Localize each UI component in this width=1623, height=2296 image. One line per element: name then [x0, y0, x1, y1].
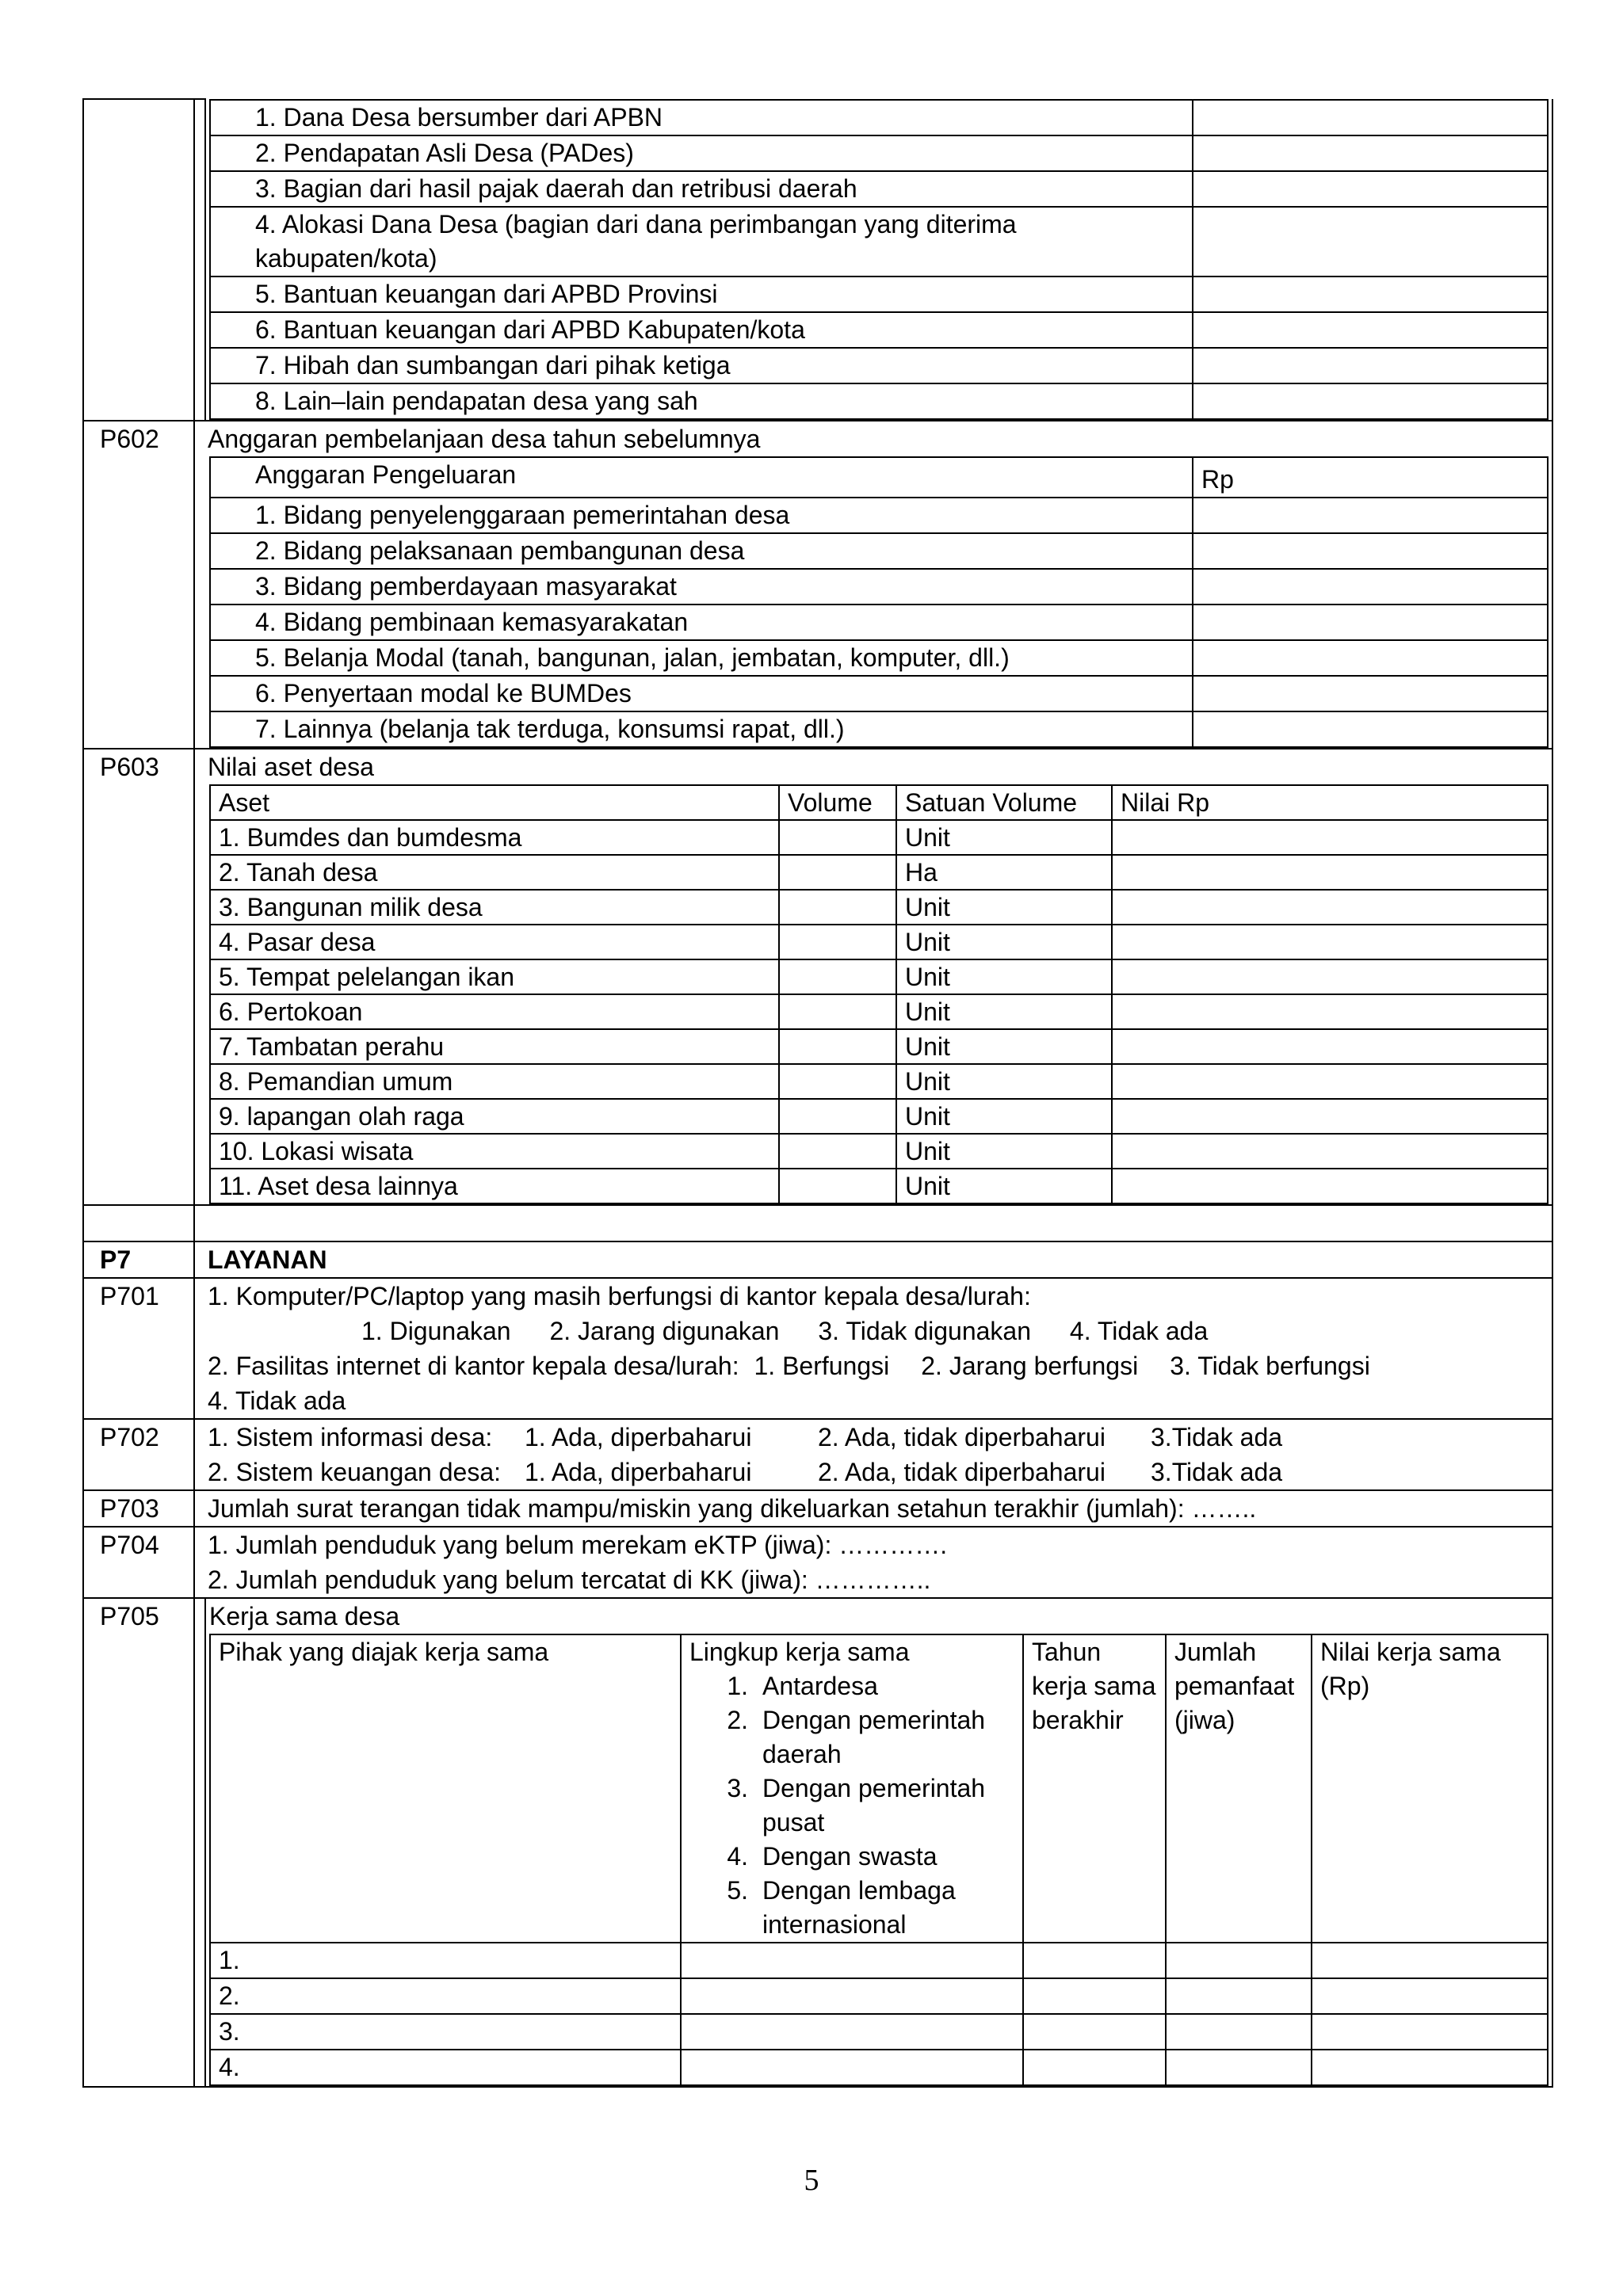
- table-row: 2.: [210, 1978, 1548, 2014]
- option-item[interactable]: 2. Jarang digunakan: [549, 1317, 780, 1345]
- option-item[interactable]: 3. Tidak berfungsi: [1170, 1352, 1370, 1380]
- question-code: P704: [83, 1527, 194, 1598]
- option-item[interactable]: 4. Tidak ada: [208, 1386, 346, 1415]
- value-cell[interactable]: [1112, 820, 1548, 855]
- p601-income-table: [209, 99, 1549, 420]
- value-cell[interactable]: [1193, 676, 1548, 711]
- volume-cell[interactable]: [779, 1134, 896, 1169]
- value-cell[interactable]: [1112, 890, 1548, 925]
- option-item[interactable]: 1. Digunakan: [361, 1317, 511, 1345]
- question-code: P703: [83, 1490, 194, 1527]
- p601-row: [83, 99, 1552, 421]
- volume-cell[interactable]: [779, 1099, 896, 1134]
- question-title: Kerja sama desa: [209, 1602, 400, 1630]
- value-cell[interactable]: [1193, 533, 1548, 569]
- section-header-row: [83, 1241, 1552, 1278]
- value-cell[interactable]: [1193, 135, 1548, 171]
- scope-list: [689, 1669, 1014, 1942]
- option-item[interactable]: 3.Tidak ada: [1151, 1458, 1283, 1486]
- option-item[interactable]: 3. Tidak digunakan: [818, 1317, 1031, 1345]
- table-row: 5. Bantuan keuangan dari APBD Provinsi: [210, 277, 1548, 312]
- table-row: 7. Hibah dan sumbangan dari pihak ketiga: [210, 348, 1548, 383]
- value-cell[interactable]: [1112, 994, 1548, 1029]
- table-row: 4.: [210, 2050, 1548, 2085]
- question-text[interactable]: Jumlah surat terangan tidak mampu/miskin yang dikeluarkan setahun terakhir (jumlah): ……..: [208, 1494, 1257, 1523]
- table-row: 9. lapangan olah raga Unit: [210, 1099, 1548, 1134]
- question-line: [195, 1420, 1552, 1455]
- table-row: 3. Bidang pemberdayaan masyarakat: [210, 569, 1548, 605]
- table-row: 2. Bidang pelaksanaan pembangunan desa: [210, 533, 1548, 569]
- value-cell[interactable]: [1193, 171, 1548, 207]
- page-number: 5: [804, 2164, 819, 2197]
- list-item: 3. Dengan pemerintah pusat: [727, 1774, 986, 1836]
- option-item[interactable]: 3.Tidak ada: [1151, 1423, 1283, 1451]
- value-cell[interactable]: [1112, 855, 1548, 890]
- table-row: 4. Pasar desa Unit: [210, 925, 1548, 959]
- p602-row: [83, 421, 1552, 749]
- section-code: P7: [83, 1241, 194, 1278]
- volume-cell[interactable]: [779, 1169, 896, 1203]
- table-row: 1. Bidang penyelenggaraan pemerintahan desa: [210, 498, 1548, 533]
- question-code: P701: [83, 1278, 194, 1419]
- table-row: 1. Bumdes dan bumdesma Unit: [210, 820, 1548, 855]
- table-row: 5. Tempat pelelangan ikan Unit: [210, 959, 1548, 994]
- table-row: 11. Aset desa lainnya Unit: [210, 1169, 1548, 1203]
- p602-expense-table: [209, 456, 1549, 748]
- table-row: 1. Dana Desa bersumber dari APBN: [210, 100, 1548, 135]
- value-cell[interactable]: [1112, 925, 1548, 959]
- option-item[interactable]: 1. Ada, diperbaharui: [525, 1458, 752, 1486]
- section-title: LAYANAN: [208, 1245, 327, 1274]
- p703-row: [83, 1490, 1552, 1527]
- table-row: 8. Pemandian umum Unit: [210, 1064, 1548, 1099]
- value-cell[interactable]: [1112, 1169, 1548, 1203]
- question-text: 1. Komputer/PC/laptop yang masih berfungsi di kantor kepala desa/lurah:: [208, 1282, 1031, 1310]
- list-item: 1. Antardesa: [727, 1672, 878, 1700]
- question-line: [195, 1348, 1552, 1418]
- value-cell[interactable]: [1193, 498, 1548, 533]
- value-cell[interactable]: [1112, 959, 1548, 994]
- volume-cell[interactable]: [779, 959, 896, 994]
- table-header-row: Anggaran Pengeluaran Rp: [210, 457, 1548, 498]
- value-cell[interactable]: [1193, 640, 1548, 676]
- p705-row: [83, 1598, 1552, 2087]
- value-cell[interactable]: [1112, 1099, 1548, 1134]
- question-text[interactable]: 2. Jumlah penduduk yang belum tercatat di KK (jiwa): …………..: [208, 1566, 931, 1594]
- spacer-row: [83, 1205, 1552, 1241]
- table-row: 6. Pertokoan Unit: [210, 994, 1548, 1029]
- p603-row: [83, 749, 1552, 1205]
- question-text[interactable]: 1. Jumlah penduduk yang belum merekam eKTP (jiwa): ………….: [208, 1531, 948, 1559]
- question-title: Anggaran pembelanjaan desa tahun sebelumnya: [208, 425, 761, 453]
- table-row: 2. Tanah desa Ha: [210, 855, 1548, 890]
- table-row: 8. Lain–lain pendapatan desa yang sah: [210, 383, 1548, 419]
- p701-row: [83, 1278, 1552, 1419]
- volume-cell[interactable]: [779, 855, 896, 890]
- option-item[interactable]: 1. Berfungsi: [754, 1352, 890, 1380]
- table-row: 3. Bagian dari hasil pajak daerah dan retribusi daerah: [210, 171, 1548, 207]
- option-item[interactable]: 2. Ada, tidak diperbaharui: [818, 1423, 1106, 1451]
- p704-row: [83, 1527, 1552, 1598]
- volume-cell[interactable]: [779, 890, 896, 925]
- questionnaire-table: [82, 98, 1553, 2088]
- table-row: 5. Belanja Modal (tanah, bangunan, jalan, jembatan, komputer, dll.): [210, 640, 1548, 676]
- question-text: 2. Fasilitas internet di kantor kepala desa/lurah:: [208, 1352, 739, 1380]
- questionnaire-page: [82, 98, 1553, 2088]
- table-row: 3.: [210, 2014, 1548, 2050]
- value-cell[interactable]: [1193, 100, 1548, 135]
- list-item: 5. Dengan lembaga internasional: [727, 1876, 956, 1939]
- question-code: P702: [83, 1419, 194, 1490]
- column-header: Lingkup kerja sama: [689, 1638, 910, 1666]
- question-line: [195, 1455, 1552, 1489]
- table-row: 7. Lainnya (belanja tak terduga, konsumsi rapat, dll.): [210, 711, 1548, 747]
- volume-cell[interactable]: [779, 1064, 896, 1099]
- question-code: P602: [83, 421, 194, 749]
- table-header-row: Pihak yang diajak kerja sama Lingkup kerja sama 1. Antardesa 2. Dengan pemerintah daerah 3. Dengan pemerintah pusat 4. Dengan swasta 5. Dengan lembaga internasional Tahun kerja sama berakhir Jumlah pemanfaat (jiwa) Nilai kerja sama (Rp): [210, 1634, 1548, 1943]
- question-code: P705: [83, 1598, 194, 2087]
- value-cell[interactable]: [1193, 312, 1548, 348]
- list-item: 4. Dengan swasta: [727, 1842, 938, 1871]
- table-row: 10. Lokasi wisata Unit: [210, 1134, 1548, 1169]
- volume-cell[interactable]: [779, 994, 896, 1029]
- value-cell[interactable]: [1193, 569, 1548, 605]
- table-row: 2. Pendapatan Asli Desa (PADes): [210, 135, 1548, 171]
- question-text: 1. Sistem informasi desa:: [208, 1423, 493, 1451]
- value-cell[interactable]: [1112, 1064, 1548, 1099]
- p705-cooperation-table: [209, 1634, 1549, 2086]
- list-item: 2. Dengan pemerintah daerah: [727, 1706, 986, 1768]
- value-cell[interactable]: [1193, 348, 1548, 383]
- p702-row: [83, 1419, 1552, 1490]
- table-row: 4. Bidang pembinaan kemasyarakatan: [210, 605, 1548, 640]
- value-cell[interactable]: [1112, 1134, 1548, 1169]
- option-item[interactable]: 4. Tidak ada: [1069, 1317, 1209, 1345]
- option-item[interactable]: 2. Ada, tidak diperbaharui: [818, 1458, 1106, 1486]
- table-row: 3. Bangunan milik desa Unit: [210, 890, 1548, 925]
- value-cell[interactable]: [1193, 277, 1548, 312]
- p603-asset-table: [209, 784, 1549, 1204]
- table-header-row: Aset Volume Satuan Volume Nilai Rp: [210, 785, 1548, 820]
- option-group: [195, 1314, 1552, 1348]
- volume-cell[interactable]: [779, 820, 896, 855]
- volume-cell[interactable]: [779, 1029, 896, 1064]
- value-cell[interactable]: [1112, 1029, 1548, 1064]
- option-item[interactable]: 1. Ada, diperbaharui: [525, 1423, 752, 1451]
- option-item[interactable]: 2. Jarang berfungsi: [921, 1352, 1139, 1380]
- table-row: 6. Penyertaan modal ke BUMDes: [210, 676, 1548, 711]
- table-row: 4. Alokasi Dana Desa (bagian dari dana perimbangan yang diterima kabupaten/kota): [210, 207, 1548, 277]
- question-title: Nilai aset desa: [208, 753, 374, 781]
- value-cell[interactable]: [1193, 711, 1548, 747]
- value-cell[interactable]: [1193, 207, 1548, 277]
- value-cell[interactable]: [1193, 605, 1548, 640]
- question-code: P603: [83, 749, 194, 1205]
- volume-cell[interactable]: [779, 925, 896, 959]
- table-row: 1.: [210, 1943, 1548, 1978]
- value-cell[interactable]: [1193, 383, 1548, 419]
- table-row: 7. Tambatan perahu Unit: [210, 1029, 1548, 1064]
- table-row: 6. Bantuan keuangan dari APBD Kabupaten/kota: [210, 312, 1548, 348]
- question-text: 2. Sistem keuangan desa:: [208, 1458, 502, 1486]
